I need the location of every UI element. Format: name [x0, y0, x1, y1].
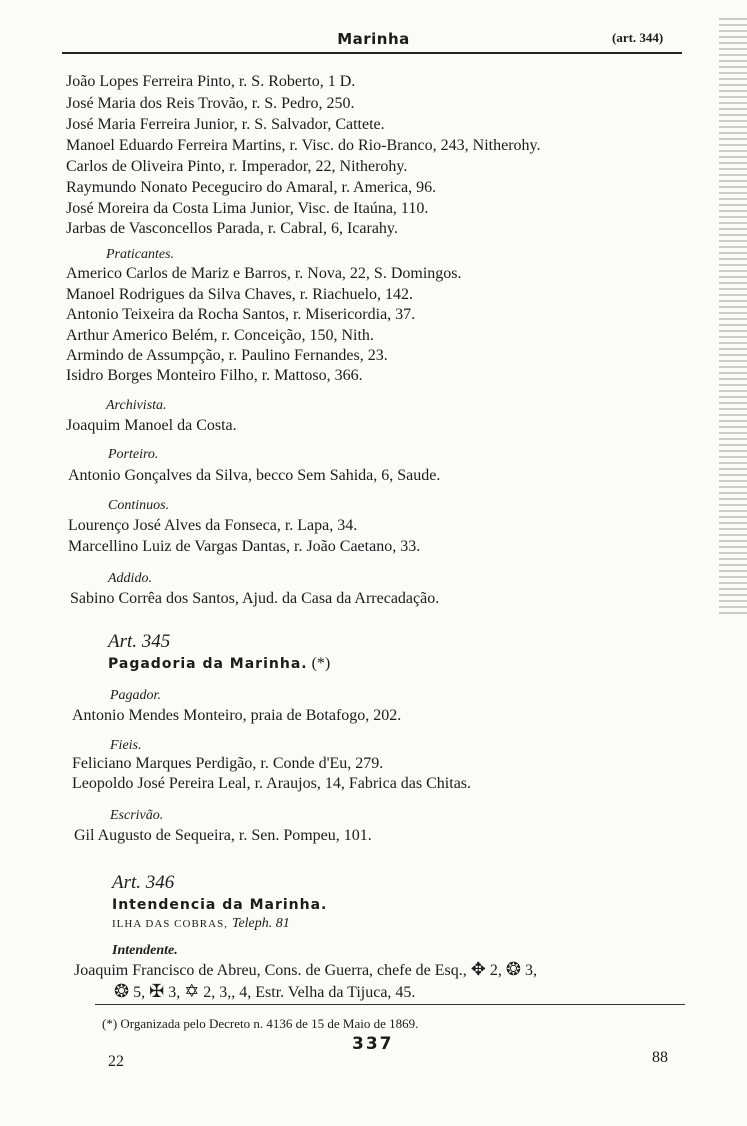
- article-title-345: [108, 654, 330, 674]
- article-title-text: Pagadoria da Marinha.: [108, 656, 308, 672]
- page-number: 337: [352, 1034, 394, 1054]
- footer-right-number: 88: [652, 1049, 668, 1066]
- honor-count: 2,: [489, 962, 502, 979]
- section-heading-praticantes: Praticantes.: [106, 247, 175, 262]
- star-medal-icon: ❂: [114, 981, 130, 1001]
- list-item: Antonio Teixeira da Rocha Santos, r. Misericordia, 37.: [66, 306, 416, 323]
- list-item: Lourenço José Alves da Fonseca, r. Lapa, 34.: [68, 517, 358, 534]
- section-heading-escrivao: Escrivão.: [110, 808, 164, 823]
- list-item-intendente-1: [74, 959, 537, 981]
- list-item: José Maria dos Reis Trovão, r. S. Pedro, 250.: [66, 95, 355, 112]
- cross-patee-icon: ✥: [470, 959, 486, 979]
- article-title-346: Intendencia da Marinha.: [112, 897, 328, 913]
- list-item: Marcellino Luiz de Vargas Dantas, r. João Caetano, 33.: [68, 538, 421, 555]
- list-item: Carlos de Oliveira Pinto, r. Imperador, 22, Nitherohy.: [66, 158, 408, 175]
- list-item: Antonio Mendes Monteiro, praia de Botafogo, 202.: [72, 707, 402, 724]
- six-point-star-icon: ✡: [184, 981, 200, 1001]
- list-item: Americo Carlos de Mariz e Barros, r. Nova, 22, S. Domingos.: [66, 265, 462, 282]
- section-heading-pagador: Pagador.: [110, 688, 161, 703]
- section-heading-intendente: Intendente.: [112, 943, 178, 958]
- telephone-text: Teleph. 81: [231, 916, 290, 931]
- list-item: Arthur Americo Belém, r. Conceição, 150, Nith.: [66, 327, 374, 344]
- list-item: Antonio Gonçalves da Silva, becco Sem Sahida, 6, Saude.: [68, 467, 441, 484]
- list-item: Isidro Borges Monteiro Filho, r. Mattoso, 366.: [66, 367, 363, 384]
- list-item: João Lopes Ferreira Pinto, r. S. Roberto, 1 D.: [66, 73, 356, 90]
- intendente-text: Joaquim Francisco de Abreu, Cons. de Guerra, chefe de Esq.,: [74, 962, 467, 979]
- list-item: Manoel Eduardo Ferreira Martins, r. Visc. do Rio-Branco, 243, Nitherohy.: [66, 137, 541, 154]
- list-item: Leopoldo José Pereira Leal, r. Araujos, 14, Fabrica das Chitas.: [72, 775, 472, 792]
- footnote: (*) Organizada pelo Decreto n. 4136 de 15 de Maio de 1869.: [102, 1016, 419, 1031]
- maltese-cross-icon: ✠: [149, 981, 165, 1001]
- article-label-345: Art. 345: [108, 631, 171, 652]
- list-item: Raymundo Nonato Peceguciro do Amaral, r. America, 96.: [66, 179, 437, 196]
- header-rule: [62, 52, 682, 54]
- rose-medal-icon: ❂: [505, 959, 521, 979]
- footnote-rule: [95, 1004, 685, 1005]
- list-item: José Moreira da Costa Lima Junior, Visc. de Itaúna, 110.: [66, 200, 429, 217]
- honor-count: 2, 3,, 4, Estr. Velha da Tijuca, 45.: [203, 984, 416, 1001]
- list-item: Sabino Corrêa dos Santos, Ajud. da Casa da Arrecadação.: [70, 590, 440, 607]
- list-item: Jarbas de Vasconcellos Parada, r. Cabral, 6, Icarahy.: [66, 220, 398, 237]
- section-heading-porteiro: Porteiro.: [108, 447, 159, 462]
- list-item: Feliciano Marques Perdigão, r. Conde d'Eu, 279.: [72, 755, 384, 772]
- list-item: Manoel Rodrigues da Silva Chaves, r. Riachuelo, 142.: [66, 286, 414, 303]
- scan-edge-noise: [719, 18, 747, 618]
- honor-count: 3,: [168, 984, 181, 1001]
- section-heading-archivista: Archivista.: [106, 398, 167, 413]
- list-item: José Maria Ferreira Junior, r. S. Salvador, Cattete.: [66, 116, 385, 133]
- page-title: Marinha: [337, 30, 410, 48]
- honor-count: 3,: [524, 962, 537, 979]
- section-heading-continuos: Continuos.: [108, 498, 170, 513]
- list-item: Joaquim Manoel da Costa.: [66, 417, 237, 434]
- section-heading-fieis: Fieis.: [110, 738, 142, 753]
- article-label-346: Art. 346: [112, 872, 175, 893]
- honor-count: 5,: [133, 984, 146, 1001]
- section-heading-addido: Addido.: [108, 571, 152, 586]
- list-item-intendente-2: [114, 981, 415, 1003]
- footnote-mark: (*): [311, 655, 331, 672]
- location-text: ILHA DAS COBRAS,: [112, 918, 228, 930]
- location-line: [112, 913, 290, 934]
- footer-left-number: 22: [108, 1053, 124, 1070]
- list-item: Gil Augusto de Sequeira, r. Sen. Pompeu, 101.: [74, 827, 372, 844]
- list-item: Armindo de Assumpção, r. Paulino Fernandes, 23.: [66, 347, 388, 364]
- article-reference: (art. 344): [612, 30, 664, 45]
